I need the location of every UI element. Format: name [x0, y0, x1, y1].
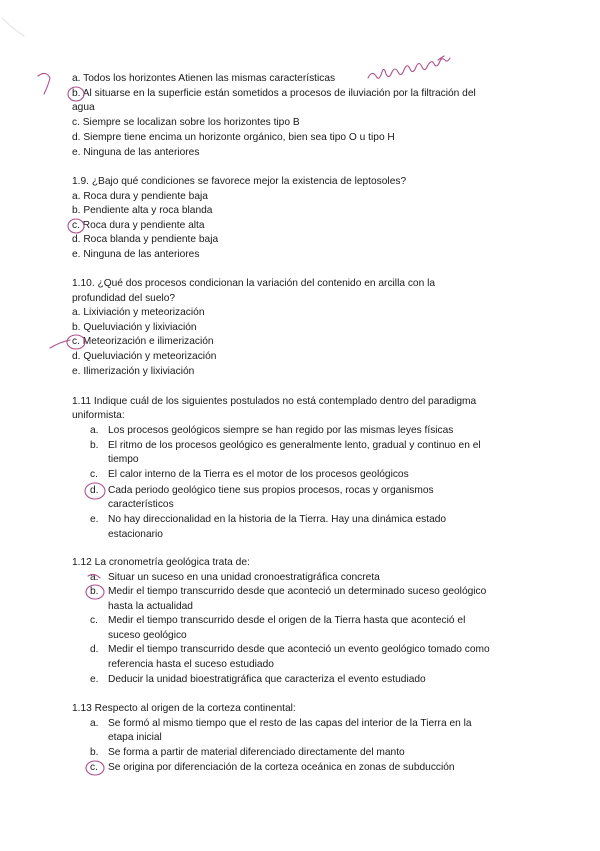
- q11-option-a-text: Los procesos geológicos siempre se han regido por las mismas leyes físicas: [108, 425, 454, 436]
- q11-question-line2: uniformista:: [72, 410, 125, 421]
- q10-option-b: b. Queluviación y lixiviación: [72, 322, 197, 333]
- q10-option-d: d. Queluviación y meteorización: [72, 351, 217, 362]
- q13-option-c-text: Se origina por diferenciación de la corteza oceánica en zonas de subducción: [108, 762, 455, 773]
- corner-mark-icon: [2, 18, 24, 36]
- q11-option-c-letter: c.: [90, 469, 98, 480]
- q12-option-d-letter: d.: [90, 644, 99, 655]
- q13-option-b-text: Se forma a partir de material diferenciado directamente del manto: [108, 747, 405, 758]
- q9-option-d: d. Roca blanda y pendiente baja: [72, 234, 219, 245]
- q8-option-c: c. Siempre se localizan sobre los horizontes tipo B: [72, 117, 300, 128]
- q12-option-d-text: Medir el tiempo transcurrido desde que aconteció un evento geológico tomado como: [108, 644, 490, 655]
- q11-option-e-letter: e.: [90, 514, 99, 525]
- q12-option-b-text: Medir el tiempo transcurrido desde que aconteció un determinado suceso geológico: [108, 586, 487, 597]
- q10-option-c: c. Meteorización e ilimerización: [72, 336, 214, 347]
- q12-option-a-letter: a.: [90, 572, 99, 583]
- q11-option-e-text-cont: estacionario: [108, 529, 163, 540]
- q12-option-b-letter: b.: [90, 586, 99, 597]
- q9-option-e: e. Ninguna de las anteriores: [72, 249, 200, 260]
- q13-option-a-text: Se formó al mismo tiempo que el resto de las capas del interior de la Tierra en la: [108, 718, 472, 729]
- q9-option-b: b. Pendiente alta y roca blanda: [72, 205, 213, 216]
- q12-option-c-text: Medir el tiempo transcurrido desde el origen de la Tierra hasta que aconteció el: [108, 615, 466, 626]
- q9-question: 1.9. ¿Bajo qué condiciones se favorece mejor la existencia de leptosoles?: [72, 176, 407, 187]
- q8-option-d: d. Siempre tiene encima un horizonte orgánico, bien sea tipo O u tipo H: [72, 132, 395, 143]
- q11-option-b-text-cont: tiempo: [108, 454, 139, 465]
- q11-option-b-letter: b.: [90, 440, 99, 451]
- q11-option-d-letter: d.: [90, 485, 99, 496]
- q8-option-b: b. Al situarse en la superficie están sometidos a procesos de iluviación por la filtración del: [72, 88, 476, 99]
- q13-option-b-letter: b.: [90, 747, 99, 758]
- q8-option-a: a. Todos los horizontes Atienen las mismas características: [72, 73, 336, 84]
- q10-question-line1: 1.10. ¿Qué dos procesos condicionan la variación del contenido en arcilla con la: [72, 278, 436, 289]
- q12-option-e-text: Deducir la unidad bioestratigráfica que caracteriza el evento estudiado: [108, 674, 426, 685]
- q13-question: 1.13 Respecto al origen de la corteza continental:: [72, 703, 296, 714]
- hook-mark-icon: [38, 73, 50, 94]
- q13-option-a-letter: a.: [90, 718, 99, 729]
- q12-option-d-text-cont: referencia hasta el suceso estudiado: [108, 659, 274, 670]
- lead-stroke-q10: [50, 340, 70, 348]
- q13-option-c-letter: c.: [90, 762, 98, 773]
- q11-option-a-letter: a.: [90, 425, 99, 436]
- q12-option-c-text-cont: suceso geológico: [108, 630, 187, 641]
- q11-option-c-text: El calor interno de la Tierra es el motor de los procesos geológicos: [108, 469, 409, 480]
- q9-option-a: a. Roca dura y pendiente baja: [72, 191, 208, 202]
- q11-option-d-text-cont: característicos: [108, 499, 174, 510]
- q12-question: 1.12 La cronometría geológica trata de:: [72, 557, 250, 568]
- q10-option-e: e. Ilimerización y lixiviación: [72, 366, 195, 377]
- q11-option-b-text: El ritmo de los procesos geológico es generalmente lento, gradual y continuo en el: [108, 440, 481, 451]
- q8-option-b-cont: agua: [72, 102, 95, 113]
- q11-option-e-text: No hay direccionalidad en la historia de la Tierra. Hay una dinámica estado: [108, 514, 447, 525]
- q8-option-e: e. Ninguna de las anteriores: [72, 147, 200, 158]
- q12-option-e-letter: e.: [90, 674, 99, 685]
- q10-question-line2: profundidad del suelo?: [72, 293, 176, 304]
- handwritten-eluviacion-note: [368, 56, 450, 78]
- q13-option-a-text-cont: etapa inicial: [108, 732, 162, 743]
- q12-option-c-letter: c.: [90, 615, 98, 626]
- q11-option-d-text: Cada periodo geológico tiene sus propios procesos, rocas y organismos: [108, 485, 434, 496]
- q10-option-a: a. Lixiviación y meteorización: [72, 307, 205, 318]
- q12-option-b-text-cont: hasta la actualidad: [108, 601, 193, 612]
- q12-option-a-text: Situar un suceso en una unidad cronoestratigráfica concreta: [108, 572, 380, 583]
- q11-question-line1: 1.11 Indique cuál de los siguientes postulados no está contemplado dentro del paradigma: [72, 396, 477, 407]
- q9-option-c: c. Roca dura y pendiente alta: [72, 220, 205, 231]
